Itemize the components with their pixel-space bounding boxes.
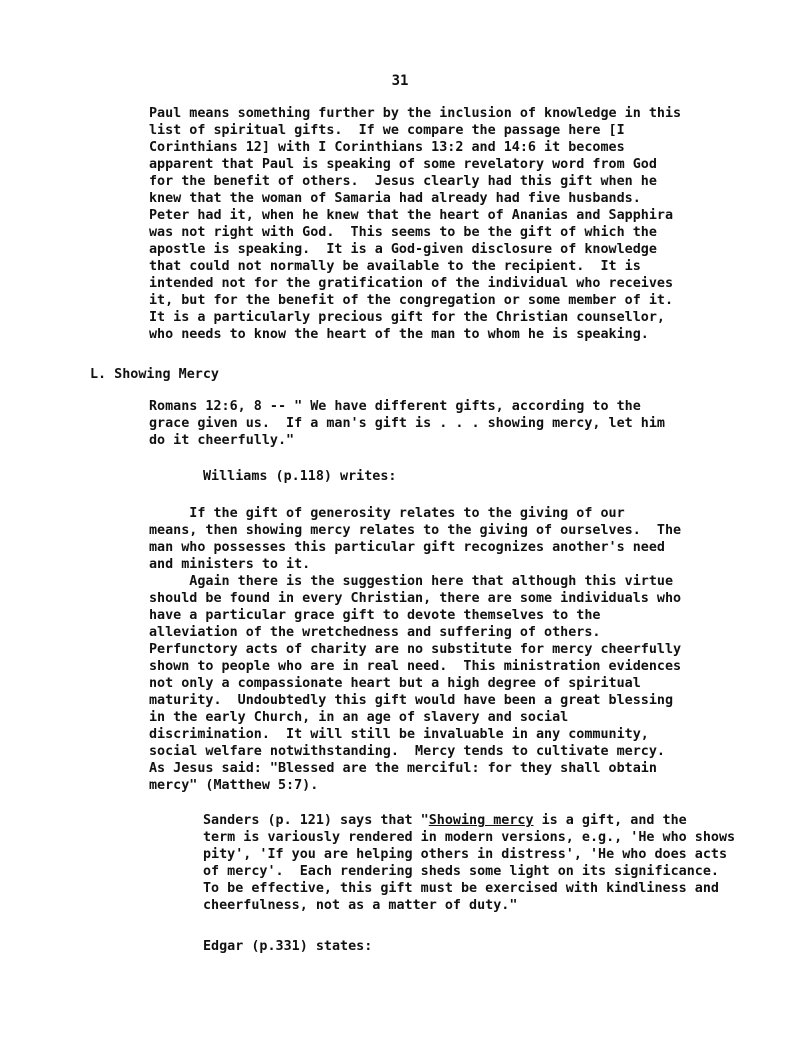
page-number: 31 [391, 73, 409, 89]
williams-quote: If the gift of generosity relates to the giving of our means, then showing mercy relates to the giving of ourselves. The man who possesses this particular gift recognizes another's need and ministers to it. Again there is the suggestion here that although this virtue should be found in every Christian, there are some individuals who have a particular grace gift to devote themselves to the alleviation of the wretchedness and suffering of others. Perfunctory acts of charity are no substitute for mercy cheerfully shown to people who are in real need. This ministration evidences not only a compassionate heart but a high degree of spiritual maturity. Undoubtedly this gift would have been a great blessing in the early Church, in an age of slavery and social discrimination. It will still be invaluable in any community, social welfare notwithstanding. Mercy tends to cultivate mercy. As Jesus said: "Blessed are the merciful: for they shall obtain mercy" (Matthew 5:7). [149, 506, 682, 793]
williams-intro: Williams (p.118) writes: [203, 469, 397, 484]
sanders-paragraph [203, 812, 735, 914]
sanders-underlined-term: Showing mercy [428, 813, 534, 828]
edgar-intro: Edgar (p.331) states: [203, 939, 373, 954]
scripture-quote: Romans 12:6, 8 -- " We have different gifts, according to the grace given us. If a man's gift is . . . showing mercy, let him do it cheerfully." [149, 399, 665, 448]
paragraph-knowledge: Paul means something further by the inclusion of knowledge in this list of spiritual gifts. If we compare the passage here [I Corinthians 12] with I Corinthians 13:2 and 14:6 it becomes apparent that Paul is speaking of some revelatory word from God for the benefit of others. Jesus clearly had this gift when he knew that the woman of Samaria had already had five husbands. Peter had it, when he knew that the heart of Ananias and Sapphira was not right with God. This seems to be the gift of which the apostle is speaking. It is a God-given disclosure of knowledge that could not normally be available to the recipient. It is intended not for the gratification of the individual who receives it, but for the benefit of the congregation or some member of it. It is a particularly precious gift for the Christian counsellor, who needs to know the heart of the man to whom he is speaking. [149, 106, 682, 342]
sanders-lines: term is variously rendered in modern versions, e.g., 'He who shows pity', 'If you are helping others in distress', 'He who does acts of mercy'. Each rendering sheds some light on its significance. To be effective, this gift must be exercised with kindliness and cheerfulness, not as a matter of duty." [203, 830, 736, 913]
sanders-lead: Sanders (p. 121) says that " [203, 813, 429, 828]
sanders-rest-first: is a gift, and the [533, 813, 687, 828]
section-heading: L. Showing Mercy [90, 367, 219, 382]
